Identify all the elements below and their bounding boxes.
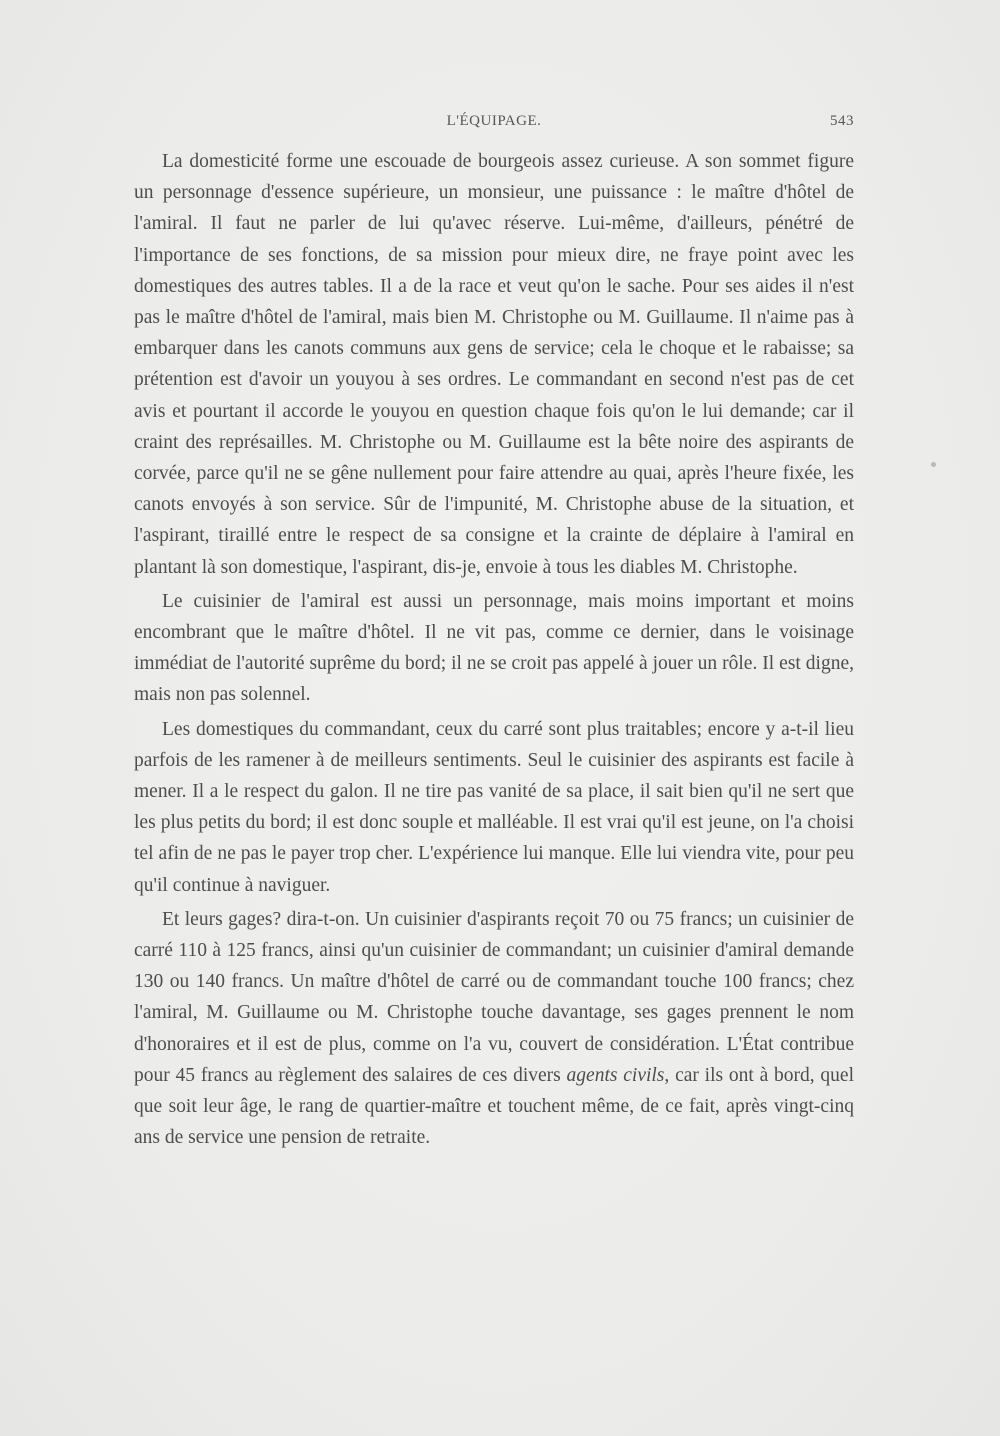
running-title: L'ÉQUIPAGE. [446,113,542,129]
paragraph-wages [134,904,854,1154]
wages-italic-term: agents civils [566,1064,665,1086]
page-number: 543 [830,113,854,129]
paper-speck [931,462,936,467]
wages-text-start: Et leurs gages? dira-t-on. Un cuisinier d'aspirants reçoit 70 ou 75 francs; un cuisinier de carré 110 à 125 francs, ainsi qu'un cuisinier de commandant; un cuisinier d'amiral demande 130 ou 140 francs. Un maître d'hôtel de carré ou de commandant touche 100 francs; chez l'amiral, M. Guillaume ou M. Christophe touche davantage, ses gages prennent le nom d'honoraires et il est de plus, comme on l'a vu, couvert de considération. L'État contribue pour 45 francs au règlement des salaires de ces divers [134,908,854,1086]
paragraph-servants: Les domestiques du commandant, ceux du carré sont plus traitables; encore y a-t-il lieu parfois de les ramener à de meilleurs sentiments. Seul le cuisinier des aspirants est facile à mener. Il a le respect du galon. Il ne tire pas vanité de sa place, il sait bien qu'il ne sert que les plus petits du bord; il est donc souple et malléable. Il est vrai qu'il est jeune, on l'a choisi tel afin de ne pas le payer trop cher. L'expérience lui manque. Elle lui viendra vite, pour peu qu'il continue à naviguer. [134,718,854,896]
paragraph-admiral-cook: Le cuisinier de l'amiral est aussi un personnage, mais moins important et moins encombrant que le maître d'hôtel. Il ne vit pas, comme ce dernier, dans le voisinage immédiat de l'autorité suprême du bord; il ne se croit pas appelé à jouer un rôle. Il est digne, mais non pas solennel. [134,590,854,706]
wages-text-end: , car ils ont à bord, quel que soit leur âge, le rang de quartier-maître et touchent même, de ce fait, après vingt-cinq ans de service une pension de retraite. [134,1064,854,1149]
running-head [134,113,854,137]
body-text [134,146,854,1157]
paragraph-domesticity: La domesticité forme une escouade de bourgeois assez curieuse. A son sommet figure un personnage d'essence supérieure, un monsieur, une puissance : le maître d'hôtel de l'amiral. Il faut ne parler de lui qu'avec réserve. Lui-même, d'ailleurs, pénétré de l'importance de ses fonctions, de sa mission pour mieux dire, ne fraye point avec les domestiques des autres tables. Il a de la race et veut qu'on le sache. Pour ses aides il n'est pas le maître d'hôtel de l'amiral, mais bien M. Christophe ou M. Guillaume. Il n'aime pas à embarquer dans les canots communs aux gens de service; cela le choque et le rabaisse; sa prétention est d'avoir un youyou à ses ordres. Le commandant en second n'est pas de cet avis et pourtant il accorde le youyou en question chaque fois qu'on le lui demande; car il craint des représailles. M. Christophe ou M. Guillaume est la bête noire des aspirants de corvée, parce qu'il ne se gêne nullement pour faire attendre au quai, après l'heure fixée, les canots envoyés à son service. Sûr de l'impunité, M. Christophe abuse de la situation, et l'aspirant, tiraillé entre le respect de sa consigne et la crainte de déplaire à l'amiral en plantant là son domestique, l'aspirant, dis-je, envoie à tous les diables M. Christophe. [134,151,854,578]
